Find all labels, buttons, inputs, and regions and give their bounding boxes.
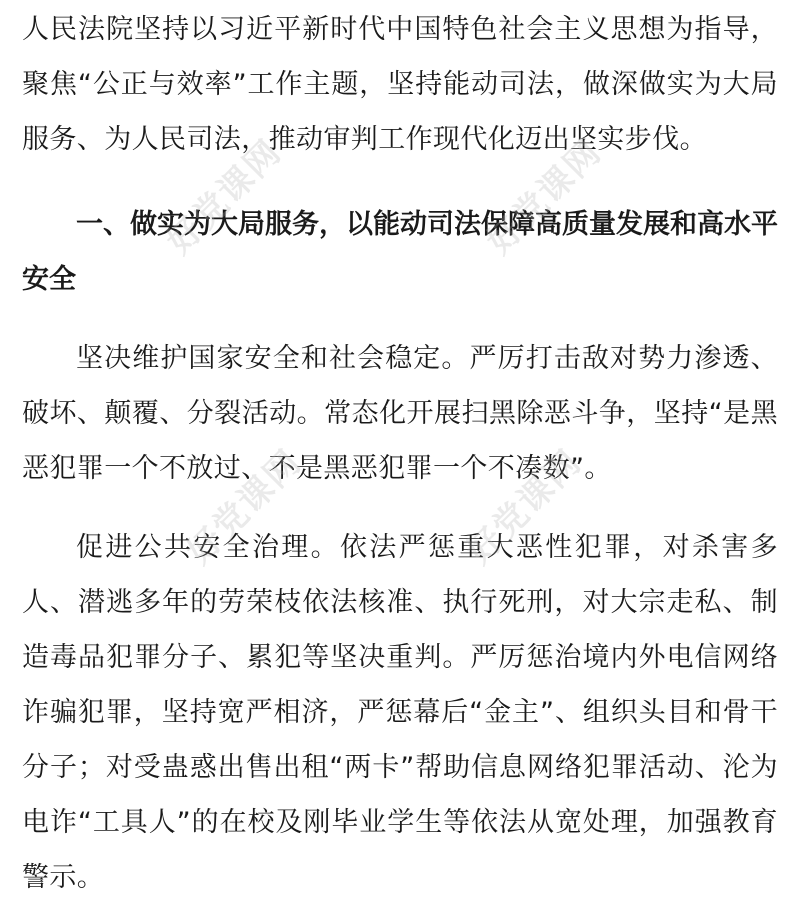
watermark-text: 好党课网 xyxy=(179,441,310,573)
section-heading: 一、做实为大局服务，以能动司法保障高质量发展和高水平安全 xyxy=(22,209,778,295)
watermark-text: 好党课网 xyxy=(459,441,590,573)
watermark-text: 好党课网 xyxy=(479,131,610,263)
paragraph-gap xyxy=(22,167,778,197)
body-paragraph-security: 坚决维护国家安全和社会稳定。严厉打击敌对势力渗透、破坏、颠覆、分裂活动。常态化开展扫黑除恶斗争，坚持“是黑恶犯罪一个不放过、不是黑恶犯罪一个不凑数”。 xyxy=(22,343,778,484)
body-paragraph-public-safety: 促进公共安全治理。依法严惩重大恶性犯罪，对杀害多人、潜逃多年的劳荣枝依法核准、执行死刑，对大宗走私、制造毒品犯罪分子、累犯等坚决重判。严厉惩治境内外电信网络诈骗犯罪，坚持宽严相济，严惩幕后“金主”、组织头目和骨干分子；对受蛊惑出售出租“两卡”帮助信息网络犯罪活动、沦为电诈“工具人”的在校及刚毕业学生等依法从宽处理，加强教育警示。 xyxy=(22,532,778,893)
paragraph-gap xyxy=(22,307,778,331)
paragraph-gap xyxy=(22,496,778,520)
watermark-text: 好党课网 xyxy=(159,131,290,263)
intro-paragraph: 人民法院坚持以习近平新时代中国特色社会主义思想为指导，聚焦“公正与效率”工作主题，坚持能动司法，做深做实为大局服务、为人民司法，推动审判工作现代化迈出坚实步伐。 xyxy=(22,14,778,155)
